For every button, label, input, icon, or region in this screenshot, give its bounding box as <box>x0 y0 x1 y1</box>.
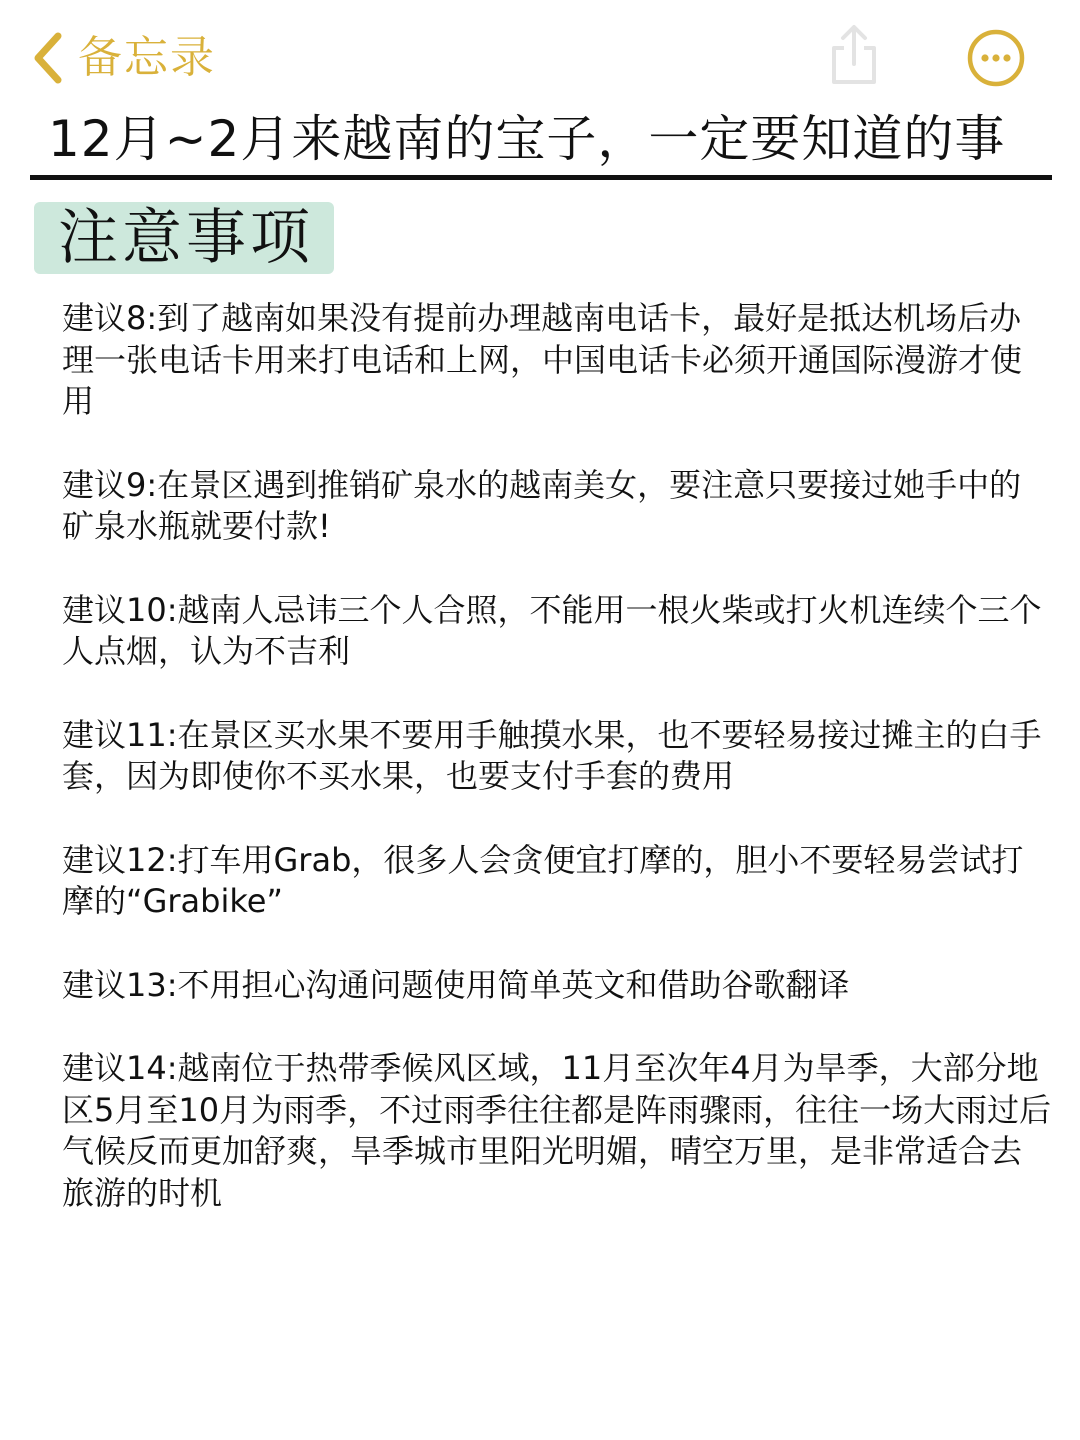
back-button-label: 备忘录 <box>78 32 216 83</box>
more-button[interactable] <box>966 28 1026 88</box>
share-icon <box>826 73 882 92</box>
share-button[interactable] <box>826 22 882 88</box>
tip-paragraph: 建议12:打车用Grab，很多人会贪便宜打摩的，胆小不要轻易尝试打摩的“Grabike” <box>62 840 1024 920</box>
tip-paragraph: 建议14:越南位于热带季候风区域，11月至次年4月为旱季，大部分地区5月至10月为雨季，不过雨季往往都是阵雨骤雨，往往一场大雨过后气候反而更加舒爽，旱季城市里阳光明媚，晴空万里，是非常适合去旅游的时机 <box>62 1049 1052 1212</box>
note-body <box>62 298 1052 1256</box>
tip-paragraph: 建议13:不用担心沟通问题使用简单英文和借助谷歌翻译 <box>62 965 850 1004</box>
back-button[interactable] <box>30 28 216 88</box>
tip-paragraph: 建议8:到了越南如果没有提前办理越南电话卡，最好是抵达机场后办理一张电话卡用来打电话和上网，中国电话卡必须开通国际漫游才使用 <box>62 299 1023 420</box>
title-divider <box>30 175 1052 180</box>
nav-bar <box>0 0 1080 110</box>
chevron-left-icon <box>30 30 64 86</box>
tip-paragraph: 建议9:在景区遇到推销矿泉水的越南美女，要注意只要接过她手中的矿泉水瓶就要付款! <box>62 465 1022 545</box>
section-heading: 注意事项 <box>58 203 314 273</box>
tip-paragraph: 建议11:在景区买水果不要用手触摸水果，也不要轻易接过摊主的白手套，因为即使你不买水果，也要支付手套的费用 <box>62 715 1042 795</box>
more-icon <box>966 73 1026 92</box>
tip-paragraph: 建议10:越南人忌讳三个人合照，不能用一根火柴或打火机连续个三个人点烟，认为不吉利 <box>62 590 1042 670</box>
note-title: 12月~2月来越南的宝子，一定要知道的事 <box>48 110 1006 168</box>
